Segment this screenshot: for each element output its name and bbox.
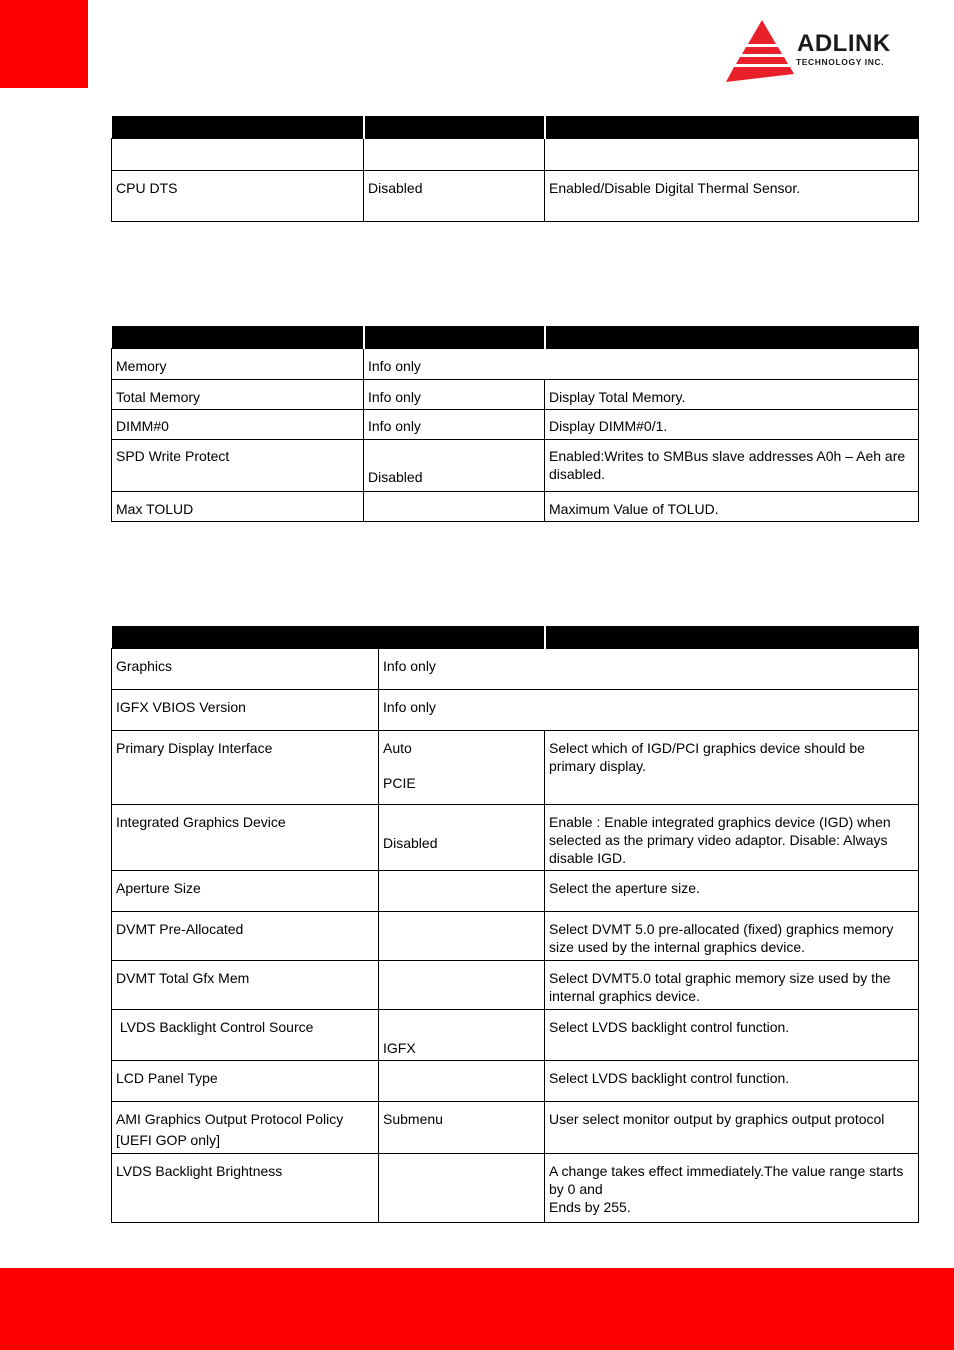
table-row — [112, 492, 919, 522]
options-cell: Info only — [364, 349, 919, 380]
description-line: A change takes effect immediately.The value range starts by 0 and — [549, 1163, 904, 1197]
options-cell: Disabled — [379, 805, 545, 871]
graphics-settings-table — [111, 626, 919, 1223]
adlink-logo — [724, 18, 936, 84]
description-cell: Enabled:Writes to SMBus slave addresses A0h – Aeh are disabled. — [545, 440, 919, 492]
table-row — [112, 871, 919, 912]
options-cell — [379, 961, 545, 1010]
feature-cell: Total Memory — [112, 380, 364, 410]
table-row — [112, 912, 919, 961]
feature-cell: CPU DTS — [112, 171, 364, 222]
feature-cell: SPD Write Protect — [112, 440, 364, 492]
feature-line: [UEFI GOP only] — [116, 1132, 220, 1148]
options-cell: Submenu — [379, 1102, 545, 1154]
options-cell — [379, 731, 545, 805]
option-auto: Auto — [383, 740, 412, 756]
options-cell: Disabled — [364, 440, 545, 492]
feature-cell: Max TOLUD — [112, 492, 364, 522]
table-row — [112, 805, 919, 871]
options-cell: Info only — [364, 380, 545, 410]
feature-cell: DVMT Total Gfx Mem — [112, 961, 379, 1010]
adlink-triangle-icon — [724, 18, 794, 84]
feature-cell: Primary Display Interface — [112, 731, 379, 805]
description-cell: Select LVDS backlight control function. — [545, 1061, 919, 1102]
description-cell: Enable : Enable integrated graphics device (IGD) when selected as the primary video adaptor. Disable: Always disable IGD. — [545, 805, 919, 871]
feature-cell: DVMT Pre-Allocated — [112, 912, 379, 961]
feature-cell: LCD Panel Type — [112, 1061, 379, 1102]
cpu-settings-table — [111, 116, 919, 222]
feature-line: AMI Graphics Output Protocol Policy — [116, 1111, 344, 1127]
options-cell: Info only — [364, 410, 545, 440]
options-cell: Info only — [379, 690, 919, 731]
description-cell: Select DVMT 5.0 pre-allocated (fixed) graphics memory size used by the internal graphics device. — [545, 912, 919, 961]
corner-accent-block — [0, 0, 88, 88]
table-row — [112, 961, 919, 1010]
description-cell — [545, 139, 919, 171]
description-line: Ends by 255. — [549, 1199, 631, 1215]
table-row — [112, 690, 919, 731]
description-cell: Maximum Value of TOLUD. — [545, 492, 919, 522]
description-cell: Select LVDS backlight control function. — [545, 1010, 919, 1061]
feature-cell: LVDS Backlight Brightness — [112, 1154, 379, 1223]
table-row — [112, 171, 919, 222]
option-pcie: PCIE — [383, 775, 416, 791]
options-cell: Info only — [379, 649, 919, 690]
options-cell — [364, 492, 545, 522]
options-cell — [364, 139, 545, 171]
table-row — [112, 649, 919, 690]
logo-wordmark: ADLINK — [797, 30, 891, 57]
table-row — [112, 1154, 919, 1223]
footer-bar — [0, 1268, 954, 1350]
description-cell: User select monitor output by graphics output protocol — [545, 1102, 919, 1154]
feature-cell: Graphics — [112, 649, 379, 690]
description-cell: Select which of IGD/PCI graphics device should be primary display. — [545, 731, 919, 805]
options-cell — [379, 1061, 545, 1102]
feature-cell: DIMM#0 — [112, 410, 364, 440]
options-cell — [379, 871, 545, 912]
feature-cell: Integrated Graphics Device — [112, 805, 379, 871]
description-cell: Select the aperture size. — [545, 871, 919, 912]
feature-cell: LVDS Backlight Control Source — [112, 1010, 379, 1061]
feature-cell: Aperture Size — [112, 871, 379, 912]
table-row — [112, 410, 919, 440]
logo-tagline: TECHNOLOGY INC. — [796, 57, 885, 67]
table-row — [112, 440, 919, 492]
feature-cell: IGFX VBIOS Version — [112, 690, 379, 731]
options-cell: Disabled — [364, 171, 545, 222]
description-cell — [545, 1154, 919, 1223]
feature-cell — [112, 139, 364, 171]
description-cell: Enabled/Disable Digital Thermal Sensor. — [545, 171, 919, 222]
table-header-row — [112, 116, 919, 139]
table-row — [112, 349, 919, 380]
description-cell: Display DIMM#0/1. — [545, 410, 919, 440]
description-cell: Select DVMT5.0 total graphic memory size used by the internal graphics device. — [545, 961, 919, 1010]
table-row — [112, 139, 919, 171]
feature-cell — [112, 1102, 379, 1154]
table-row — [112, 1102, 919, 1154]
table-row — [112, 380, 919, 410]
memory-settings-table — [111, 326, 919, 522]
feature-cell: Memory — [112, 349, 364, 380]
table-row — [112, 1010, 919, 1061]
table-row — [112, 1061, 919, 1102]
options-cell: IGFX — [379, 1010, 545, 1061]
table-row — [112, 731, 919, 805]
options-cell — [379, 1154, 545, 1223]
description-cell: Display Total Memory. — [545, 380, 919, 410]
options-cell — [379, 912, 545, 961]
table-header-row — [112, 326, 919, 349]
table-header-row — [112, 626, 919, 649]
